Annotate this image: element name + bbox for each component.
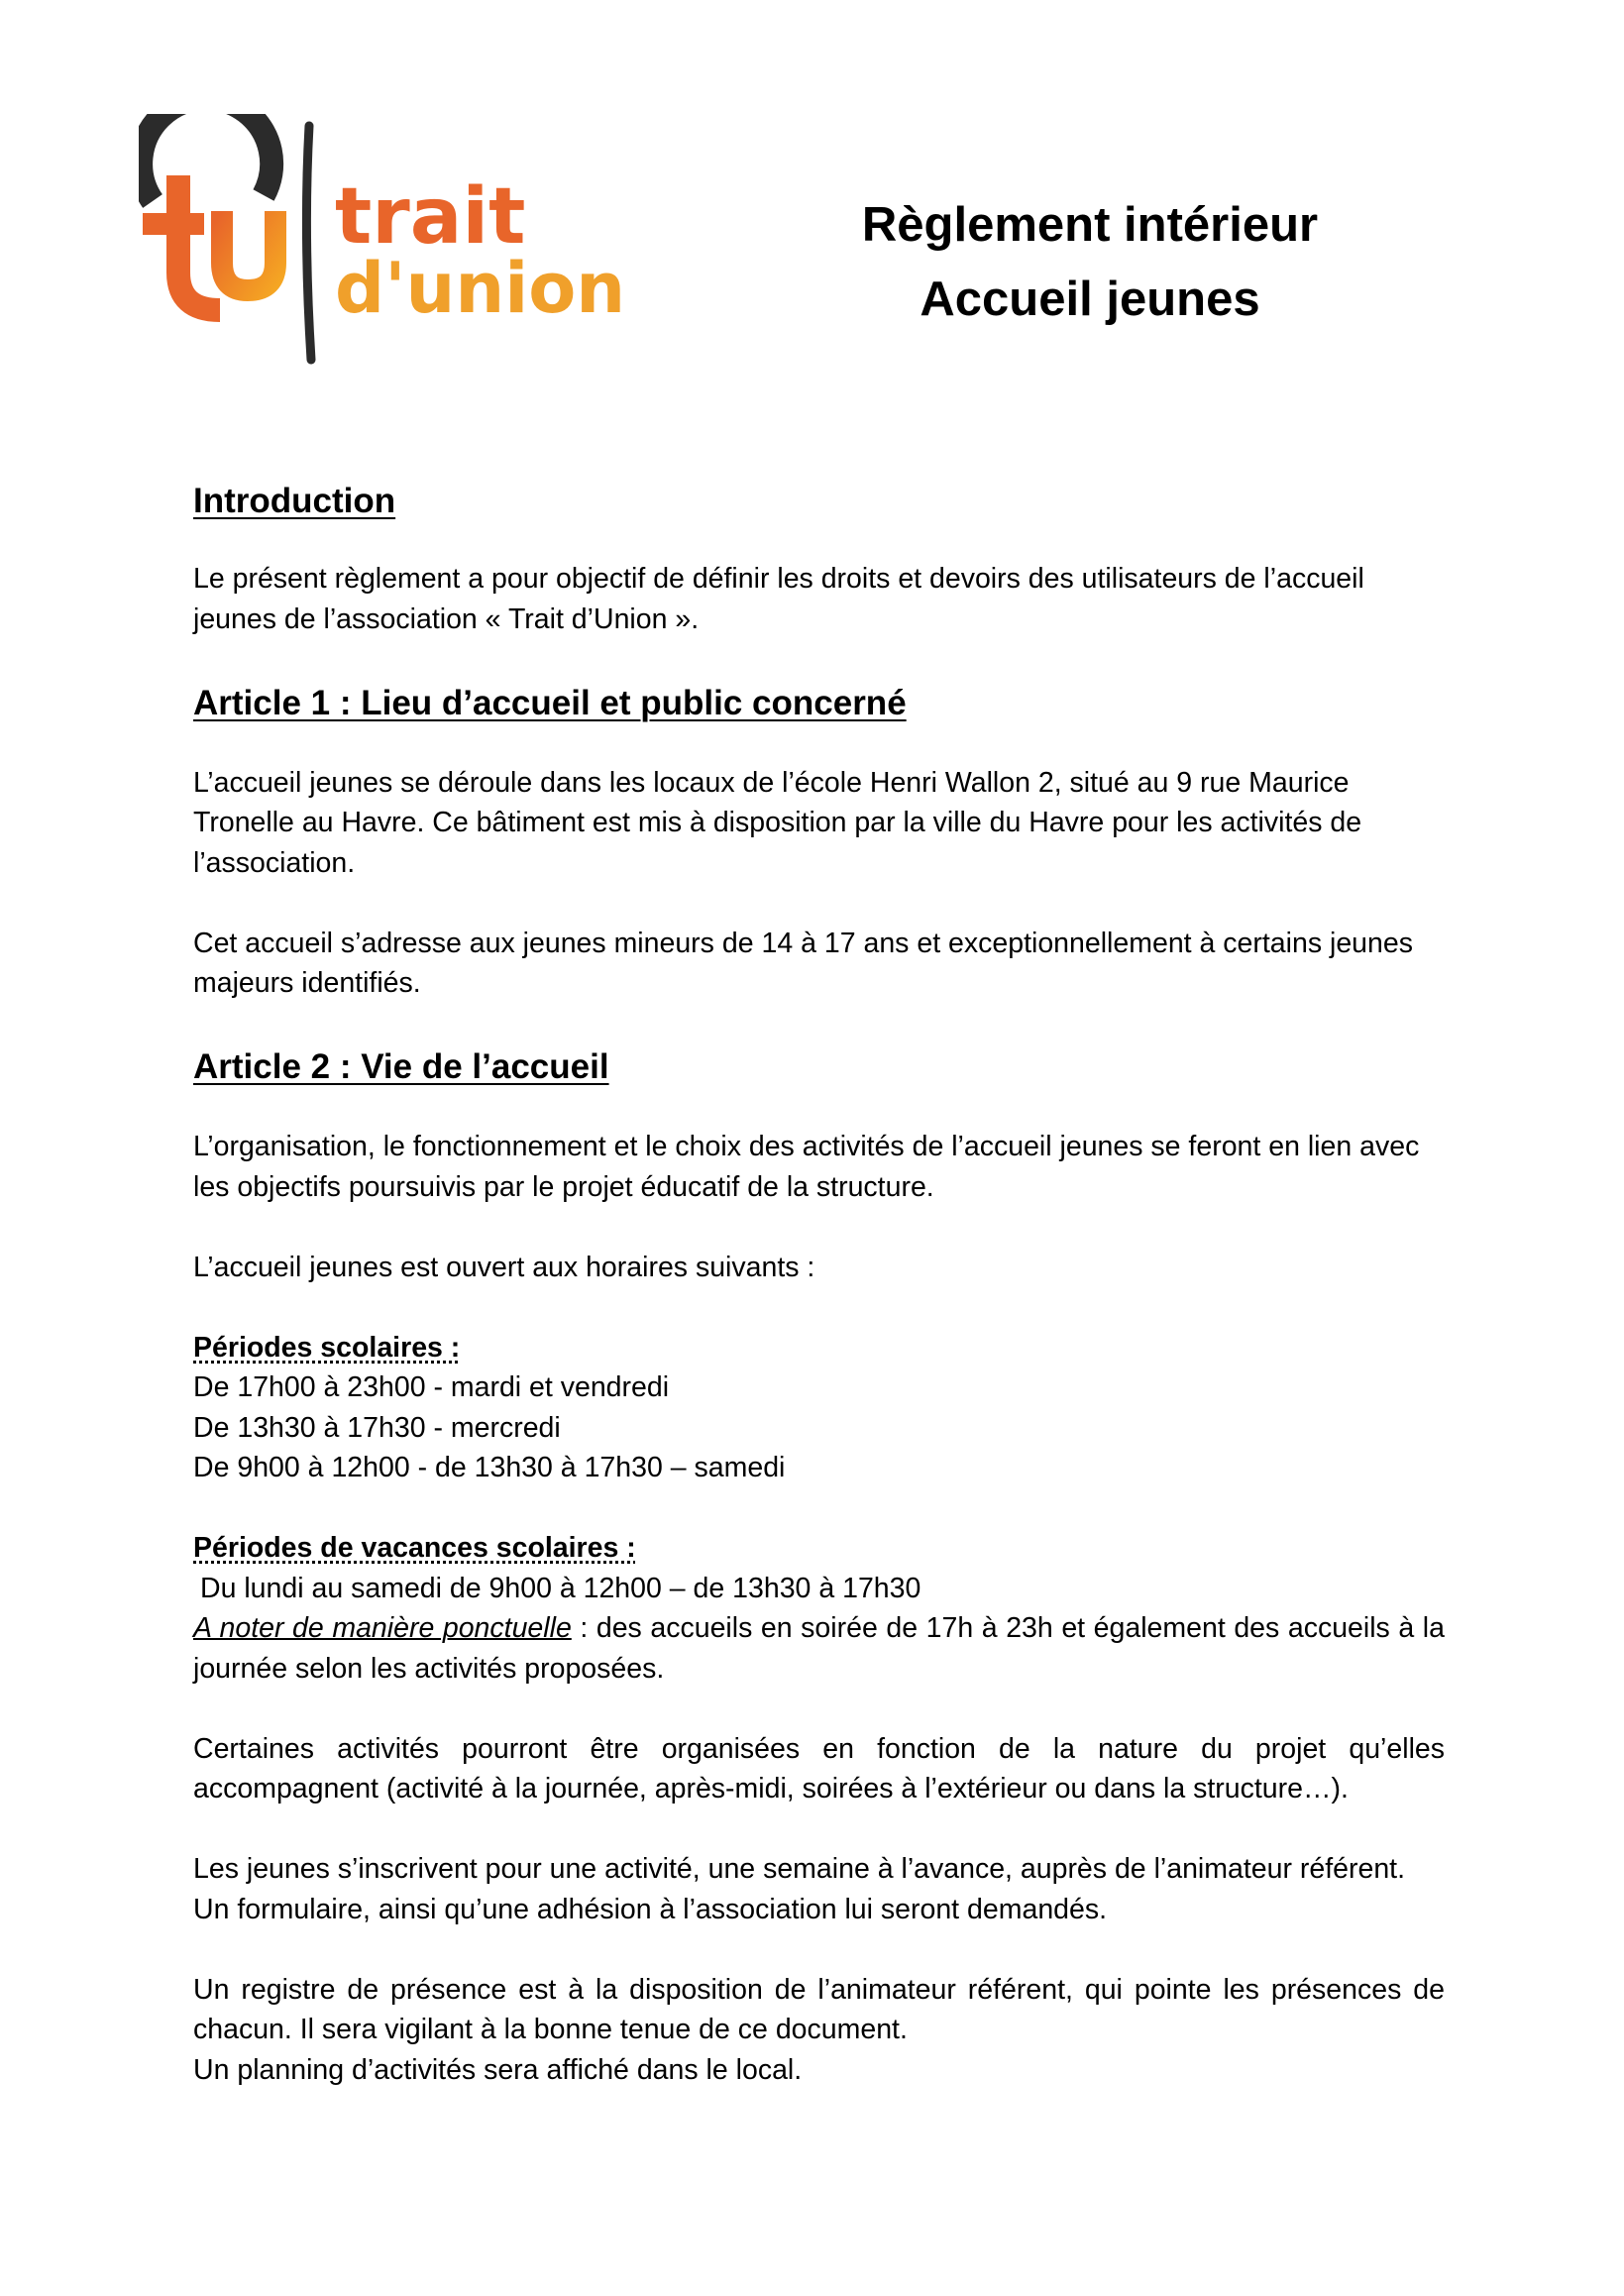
article-1-paragraph-1: L’accueil jeunes se déroule dans les locaux de l’école Henri Wallon 2, situé au 9 rue Maurice Tronelle au Havre. Ce bâtiment est mis à disposition par la ville du Havre pour les activités de l’association. <box>193 766 1362 879</box>
school-periods-label: Périodes scolaires : <box>193 1331 461 1364</box>
article-2-paragraph-3: Certaines activités pourront être organisées en fonction de la nature du projet qu’elles accompagnent (activité à la journée, après-midi, soirées à l’extérieur ou dans la structure…). <box>193 1732 1445 1804</box>
attendance-register-text: Un registre de présence est à la disposition de l’animateur référent, qui pointe les présences de chacun. Il sera vigilant à la bonne tenue de ce document. <box>193 1973 1445 2045</box>
holiday-hours-line: Du lundi au samedi de 9h00 à 12h00 – de 13h30 à 17h30 <box>200 1572 921 1604</box>
holiday-note <box>193 1608 1445 1689</box>
registration-line-2: Un formulaire, ainsi qu’une adhésion à l’association lui seront demandés. <box>193 1893 1108 1925</box>
registration-line-1: Les jeunes s’inscrivent pour une activité, une semaine à l’avance, auprès de l’animateur référent. <box>193 1853 1406 1885</box>
trait-dunion-logo <box>139 114 654 372</box>
document-title <box>753 188 1427 337</box>
school-hours-line-3: De 9h00 à 12h00 - de 13h30 à 17h30 – samedi <box>193 1452 786 1483</box>
school-hours-line-1: De 17h00 à 23h00 - mardi et vendredi <box>193 1371 670 1403</box>
article-1-paragraph-2: Cet accueil s’adresse aux jeunes mineurs de 14 à 17 ans et exceptionnellement à certains jeunes majeurs identifiés. <box>193 927 1413 999</box>
title-line-2: Accueil jeunes <box>920 273 1260 326</box>
holiday-periods-block <box>193 1528 1445 1689</box>
school-hours-line-2: De 13h30 à 17h30 - mercredi <box>193 1411 561 1444</box>
introduction-heading: Introduction <box>193 482 396 520</box>
document-body <box>193 478 1445 2090</box>
logo-text-dunion: d'union <box>335 248 626 329</box>
attendance-block <box>193 1970 1445 2091</box>
logo-graphic <box>139 114 654 372</box>
article-2-heading: Article 2 : Vie de l’accueil <box>193 1047 609 1086</box>
planning-text: Un planning d’activités sera affiché dans le local. <box>193 2053 803 2086</box>
registration-block <box>193 1849 1445 1929</box>
article-1-heading: Article 1 : Lieu d’accueil et public concerné <box>193 683 907 722</box>
article-2-paragraph-2: L’accueil jeunes est ouvert aux horaires suivants : <box>193 1251 815 1283</box>
holiday-note-text: : des accueils en soirée de 17h à 23h et également des accueils à la journée selon les activités proposées. <box>193 1612 1445 1685</box>
article-2-paragraph-1: L’organisation, le fonctionnement et le choix des activités de l’accueil jeunes se feront en lien avec les objectifs poursuivis par le projet éducatif de la structure. <box>193 1131 1420 1203</box>
holiday-periods-label: Périodes de vacances scolaires : <box>193 1532 636 1564</box>
holiday-note-label: A noter de manière ponctuelle <box>193 1612 572 1644</box>
title-line-1: Règlement intérieur <box>861 198 1319 252</box>
school-periods-block <box>193 1328 1445 1488</box>
introduction-text: Le présent règlement a pour objectif de définir les droits et devoirs des utilisateurs de l’accueil jeunes de l’association « Trait d’Union ». <box>193 563 1364 635</box>
logo-text-trait: trait <box>335 172 526 262</box>
